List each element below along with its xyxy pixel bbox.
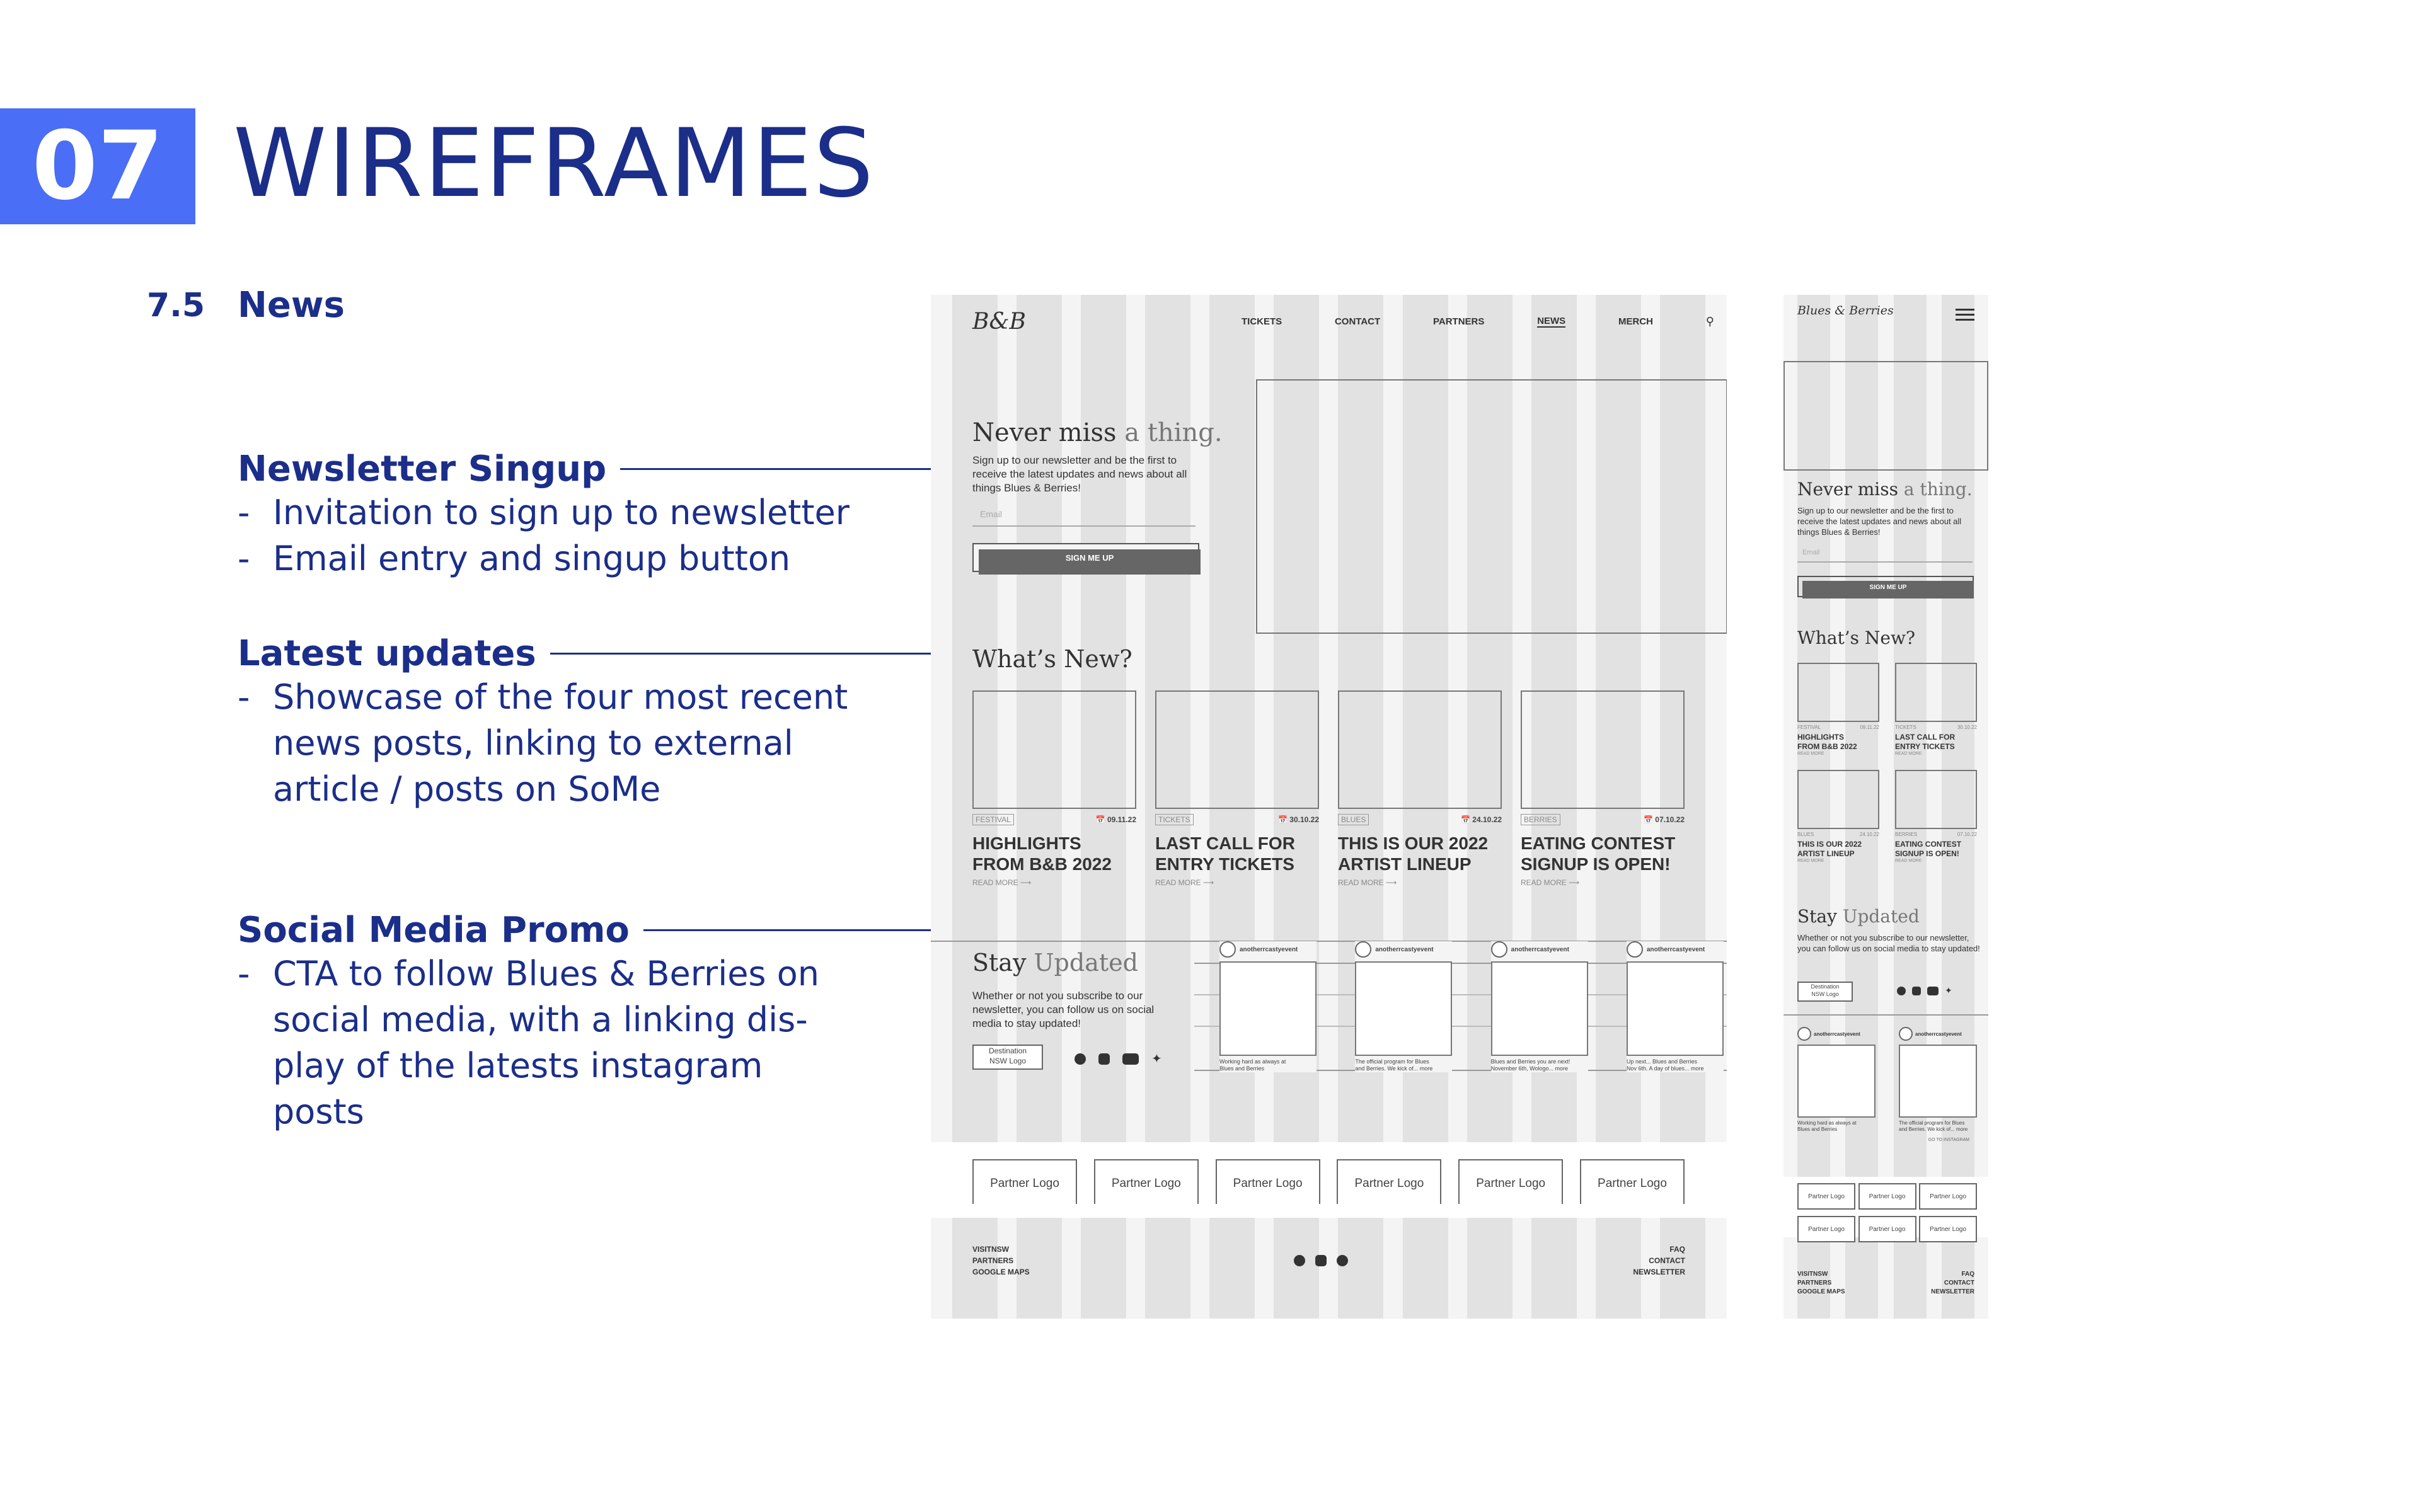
stay-updated-title: [972, 949, 1138, 976]
footer-link[interactable]: PARTNERS: [972, 1256, 1014, 1265]
read-more-link[interactable]: READ MORE: [1797, 752, 1824, 756]
partner-logo[interactable]: Partner Logo: [1858, 1216, 1916, 1242]
footer-link[interactable]: GOOGLE MAPS: [972, 1268, 1030, 1276]
news-title: [1155, 833, 1319, 874]
footer-link[interactable]: NEWSLETTER: [1633, 1268, 1685, 1276]
read-more-label: READ MORE: [1338, 878, 1384, 887]
news-title-line: EATING CONTEST: [1521, 833, 1676, 853]
news-card-image: [1797, 663, 1879, 722]
nav-news[interactable]: NEWS: [1537, 316, 1566, 326]
annotation-bullet-line: article / posts on SoMe: [273, 769, 661, 809]
instagram-caption: [1899, 1120, 1977, 1133]
news-tag: BLUES: [1797, 832, 1814, 837]
footer-link[interactable]: FAQ: [1669, 1245, 1685, 1254]
footer-link[interactable]: CONTACT: [1944, 1280, 1974, 1286]
instagram-image: [1797, 1045, 1876, 1118]
news-tag: BLUES: [1338, 814, 1369, 825]
annotation-connector: [550, 653, 931, 655]
news-title-line: ARTIST LINEUP: [1797, 849, 1855, 858]
footer-link[interactable]: PARTNERS: [1797, 1280, 1832, 1286]
footer-links-right: [1633, 1244, 1685, 1278]
section-number-badge: 07: [0, 108, 195, 224]
newsletter-text: Sign up to our newsletter and be the first to receive the latest updates and news about all things Blues & Berries!: [1797, 506, 1962, 537]
instagram-icon[interactable]: [1098, 1053, 1110, 1065]
news-tag: TICKETS: [1895, 724, 1916, 730]
news-title-line: LAST CALL FOR: [1155, 833, 1295, 853]
instagram-user: anotherrcastyevent: [1375, 946, 1434, 953]
instagram-image: [1627, 961, 1724, 1056]
news-date: 09.11.22: [1860, 724, 1879, 730]
news-tag: FESTIVAL: [1797, 724, 1821, 730]
instagram-caption: [1219, 1058, 1317, 1072]
newsletter-title-b: a thing.: [1124, 418, 1223, 447]
annotation-heading: Latest updates: [238, 633, 536, 674]
newsletter-title-a: Never miss: [1797, 479, 1898, 500]
newsletter-title-b: a thing.: [1903, 479, 1973, 500]
annotation-connector: [620, 468, 931, 470]
instagram-post[interactable]: [1219, 941, 1317, 1072]
instagram-feed: [1797, 1027, 1977, 1133]
caption-line: The official program for Blues: [1899, 1120, 1965, 1126]
youtube-icon[interactable]: [1122, 1053, 1139, 1065]
news-date-value: 07.10.22: [1655, 815, 1685, 824]
mobile-wireframe: [1783, 295, 1988, 1319]
news-title: [1895, 840, 1977, 859]
news-title-line: SIGNUP IS OPEN!: [1895, 849, 1959, 858]
instagram-post[interactable]: [1355, 941, 1452, 1072]
news-title-line: THIS IS OUR 2022: [1797, 840, 1862, 849]
instagram-user: anotherrcastyevent: [1915, 1031, 1962, 1037]
partner-logo[interactable]: Partner Logo: [1919, 1183, 1977, 1210]
news-date: 📅 30.10.22: [1278, 815, 1319, 824]
footer-links-left: [1797, 1270, 1845, 1297]
stay-title-a: Stay: [1797, 906, 1837, 927]
avatar: [1355, 941, 1371, 958]
twitter-icon[interactable]: ✦: [1151, 1052, 1162, 1066]
read-more-label: READ MORE: [1155, 878, 1201, 887]
partner-logo[interactable]: Partner Logo: [1797, 1216, 1855, 1242]
news-card[interactable]: [1797, 663, 1879, 756]
destination-nsw-logo: [1797, 982, 1853, 1002]
news-title-line: ENTRY TICKETS: [1895, 742, 1955, 751]
footer-link[interactable]: VISITNSW: [1797, 1271, 1828, 1278]
caption-line: Working hard as always at: [1219, 1058, 1286, 1065]
instagram-caption: [1627, 1058, 1724, 1072]
footer-social-icons: [1294, 1255, 1348, 1266]
footer-links-left: [972, 1244, 1030, 1278]
caption-line: Working hard as always at: [1797, 1120, 1857, 1126]
desktop-wireframe: [931, 295, 1727, 1319]
news-card-image: [972, 690, 1136, 809]
page-title: WIREFRAMES: [233, 109, 875, 219]
caption-line: and Berries. We kick of... more: [1355, 1065, 1433, 1072]
signup-button[interactable]: [1797, 576, 1974, 597]
instagram-user: anotherrcastyevent: [1646, 946, 1705, 953]
news-title: [1797, 733, 1879, 752]
footer-link[interactable]: CONTACT: [1649, 1256, 1685, 1265]
annotation-bullet: Email entry and singup button: [273, 539, 791, 578]
footer-link[interactable]: FAQ: [1961, 1271, 1974, 1278]
annotation-bullet-line: social media, with a linking dis-: [273, 1000, 808, 1040]
avatar: [1797, 1027, 1811, 1041]
email-field[interactable]: Email: [1797, 549, 1973, 563]
newsletter-title: [1797, 479, 1973, 500]
annotation-connector: [643, 929, 931, 931]
social-icons: [1075, 1051, 1162, 1067]
news-date: 📅 24.10.22: [1461, 815, 1502, 824]
newsletter-title-a: Never miss: [972, 418, 1117, 447]
news-card[interactable]: [1155, 690, 1319, 887]
annotation-bullet-line: play of the latests instagram: [273, 1046, 763, 1085]
instagram-user: anotherrcastyevent: [1814, 1031, 1860, 1037]
stay-title-a: Stay: [972, 949, 1027, 976]
newsletter-text: Sign up to our newsletter and be the first to receive the latest updates and news about all things Blues & Berries!: [972, 454, 1187, 494]
read-more-link[interactable]: READ MORE: [1895, 859, 1922, 863]
instagram-link[interactable]: GO TO INSTAGRAM: [1928, 1138, 1969, 1142]
caption-line: and Berries. We kick of... more: [1899, 1126, 1968, 1132]
instagram-icon[interactable]: [1315, 1255, 1327, 1266]
logo-line: NSW Logo: [1811, 991, 1839, 997]
news-tag: BERRIES: [1521, 814, 1560, 825]
nav-partners[interactable]: PARTNERS: [1432, 316, 1485, 327]
news-date-value: 24.10.22: [1472, 815, 1502, 824]
news-title: [1338, 833, 1502, 874]
instagram-user: anotherrcastyevent: [1511, 946, 1569, 953]
news-card[interactable]: [1895, 770, 1977, 863]
caption-line: Blues and Berries: [1797, 1126, 1838, 1132]
site-logo[interactable]: B&B: [972, 309, 1026, 335]
news-title-line: SIGNUP IS OPEN!: [1521, 854, 1671, 874]
news-tag: TICKETS: [1155, 814, 1194, 825]
news-card[interactable]: [1338, 690, 1502, 887]
news-title-line: ARTIST LINEUP: [1338, 854, 1472, 874]
news-card-image: [1338, 690, 1502, 809]
facebook-icon[interactable]: [1897, 987, 1906, 995]
nav-tickets[interactable]: TICKETS: [1242, 316, 1282, 327]
news-tag: FESTIVAL: [972, 814, 1014, 825]
partner-logo[interactable]: Partner Logo: [1797, 1183, 1855, 1210]
annotation-heading: Social Media Promo: [238, 910, 630, 951]
subsection-title: News: [238, 285, 345, 326]
instagram-post[interactable]: [1899, 1027, 1977, 1133]
annotation-latest-updates: Latest updates - Showcase of the four most recent news posts, linking to external article / posts on SoMe: [238, 633, 931, 812]
footer-link[interactable]: NEWSLETTER: [1931, 1288, 1974, 1295]
partner-logo[interactable]: Partner Logo: [1580, 1159, 1685, 1208]
news-title: [1521, 833, 1685, 874]
caption-line: Nov 6th. A day of blues... more: [1626, 1065, 1704, 1072]
partner-logo[interactable]: Partner Logo: [1919, 1216, 1977, 1242]
news-card[interactable]: [1797, 770, 1879, 863]
stay-updated-text: Whether or not you subscribe to our newsletter, you can follow us on social media to stay updated!: [1797, 933, 1980, 953]
youtube-icon[interactable]: [1927, 987, 1939, 995]
search-icon[interactable]: ⚲: [1705, 315, 1714, 328]
read-more-link[interactable]: READ MORE ⟶: [1338, 878, 1397, 887]
avatar: [1627, 941, 1643, 958]
instagram-feed: [1219, 941, 1724, 1072]
avatar: [1219, 941, 1236, 958]
news-title-line: LAST CALL FOR: [1895, 733, 1956, 742]
nav-contact[interactable]: CONTACT: [1334, 316, 1381, 327]
globe-icon[interactable]: [1337, 1255, 1348, 1266]
stay-updated-text: Whether or not you subscribe to our newsletter, you can follow us on social media to stay updated!: [972, 990, 1155, 1029]
news-card-image: [1155, 690, 1319, 809]
annotation-bullet-line: news posts, linking to external: [273, 723, 793, 763]
instagram-post[interactable]: [1491, 941, 1588, 1072]
news-title: [1797, 840, 1879, 859]
footer-gap: [931, 1204, 1727, 1218]
news-card[interactable]: [1521, 690, 1685, 887]
partner-logos: [972, 1159, 1685, 1208]
hamburger-menu-icon[interactable]: [1956, 309, 1974, 321]
news-title-line: FROM B&B 2022: [972, 854, 1112, 874]
instagram-icon[interactable]: [1912, 987, 1921, 995]
partner-logo[interactable]: Partner Logo: [1216, 1159, 1320, 1208]
footer-link[interactable]: GOOGLE MAPS: [1797, 1288, 1845, 1295]
hero-image-placeholder: [1783, 361, 1988, 471]
destination-nsw-logo: [972, 1045, 1043, 1070]
twitter-icon[interactable]: ✦: [1945, 985, 1952, 995]
avatar: [1491, 941, 1507, 958]
news-date: 📅 07.10.22: [1644, 815, 1685, 824]
social-icons: [1897, 985, 1952, 996]
signup-button-label: SIGN ME UP: [1802, 581, 1974, 598]
read-more-link[interactable]: READ MORE: [1797, 859, 1824, 863]
instagram-caption: [1355, 1058, 1452, 1072]
stay-title-b: Updated: [1842, 906, 1920, 927]
caption-line: The official program for Blues: [1355, 1058, 1429, 1065]
instagram-caption: [1797, 1120, 1876, 1133]
partner-logos: [1797, 1183, 1977, 1242]
logo-line: Destination: [1811, 983, 1840, 990]
read-more-link[interactable]: READ MORE: [1895, 752, 1922, 756]
read-more-link[interactable]: READ MORE ⟶: [972, 878, 1032, 887]
annotation-social-media: Social Media Promo - CTA to follow Blues & Berries on social media, with a linking dis- play of the latests instagram posts: [238, 910, 931, 1135]
stay-updated-title: [1797, 906, 1920, 927]
logo-line: NSW Logo: [989, 1057, 1027, 1065]
partner-logo[interactable]: Partner Logo: [1337, 1159, 1441, 1208]
newsletter-title: [972, 418, 1223, 447]
news-date: 📅 09.11.22: [1095, 815, 1136, 824]
news-title-line: FROM B&B 2022: [1797, 742, 1857, 751]
news-date-value: 09.11.22: [1107, 815, 1136, 824]
news-date: 30.10.22: [1957, 724, 1977, 730]
news-cards: [1797, 663, 1977, 863]
whats-new-title: What’s New?: [1797, 627, 1915, 648]
avatar: [1899, 1027, 1913, 1041]
signup-button-label: SIGN ME UP: [979, 549, 1201, 575]
email-field[interactable]: Email: [972, 509, 1196, 527]
footer-link[interactable]: VISITNSW: [972, 1245, 1010, 1254]
instagram-post[interactable]: [1797, 1027, 1876, 1133]
news-title-line: HIGHLIGHTS: [972, 833, 1081, 853]
annotation-heading: Newsletter Singup: [238, 449, 607, 490]
annotation-bullet-line: Showcase of the four most recent: [273, 677, 848, 717]
instagram-image: [1491, 961, 1588, 1056]
partner-logo[interactable]: Partner Logo: [1458, 1159, 1563, 1208]
hero-image-placeholder: [1256, 379, 1727, 634]
news-card[interactable]: [972, 690, 1136, 887]
caption-line: Blues and Berries you are next!: [1490, 1058, 1570, 1065]
signup-button[interactable]: [972, 543, 1199, 572]
caption-line: November 6th, Wologo... more: [1490, 1065, 1569, 1072]
instagram-post[interactable]: [1627, 941, 1724, 1072]
news-card-image: [1895, 770, 1977, 829]
footer-links-right: [1931, 1270, 1974, 1297]
read-more-label: READ MORE: [1521, 878, 1567, 887]
subsection-number: 7.5: [147, 287, 205, 324]
instagram-image: [1899, 1045, 1977, 1118]
news-date: 07.10.22: [1957, 832, 1977, 837]
news-title: [972, 833, 1136, 874]
news-title-line: HIGHLIGHTS: [1797, 733, 1844, 742]
section-divider: [1783, 1014, 1988, 1016]
stay-title-b: Updated: [1034, 949, 1138, 976]
instagram-image: [1355, 961, 1452, 1056]
news-card-image: [1895, 663, 1977, 722]
news-date: 24.10.22: [1859, 832, 1879, 837]
partner-logo[interactable]: Partner Logo: [972, 1159, 1077, 1208]
news-tag: BERRIES: [1895, 832, 1918, 837]
annotation-bullet-line: CTA to follow Blues & Berries on: [273, 954, 819, 994]
read-more-link[interactable]: READ MORE ⟶: [1155, 878, 1214, 887]
whats-new-title: What’s New?: [972, 645, 1132, 673]
read-more-link[interactable]: READ MORE ⟶: [1521, 878, 1580, 887]
annotation-newsletter: Newsletter Singup - Invitation to sign up to newsletter - Email entry and singup button: [238, 449, 931, 581]
annotation-bullet: Invitation to sign up to newsletter: [273, 493, 850, 532]
facebook-icon[interactable]: [1294, 1255, 1305, 1266]
partner-logo[interactable]: Partner Logo: [1094, 1159, 1199, 1208]
news-cards: [972, 690, 1685, 887]
read-more-label: READ MORE: [972, 878, 1018, 887]
facebook-icon[interactable]: [1075, 1053, 1086, 1065]
news-title-line: THIS IS OUR 2022: [1338, 833, 1489, 853]
news-title-line: ENTRY TICKETS: [1155, 854, 1294, 874]
instagram-image: [1219, 961, 1317, 1056]
news-title-line: EATING CONTEST: [1895, 840, 1962, 849]
news-card[interactable]: [1895, 663, 1977, 756]
partner-logo[interactable]: Partner Logo: [1858, 1183, 1916, 1210]
annotation-bullet-line: posts: [273, 1092, 364, 1131]
nav-merch[interactable]: MERCH: [1618, 316, 1653, 327]
caption-line: Blues and Berries: [1219, 1065, 1265, 1072]
main-nav: [1242, 315, 1714, 328]
news-card-image: [1521, 690, 1685, 809]
caption-line: Up next... Blues and Berries: [1626, 1058, 1698, 1065]
news-date-value: 30.10.22: [1289, 815, 1319, 824]
logo-line: Destination: [988, 1046, 1027, 1055]
news-card-image: [1797, 770, 1879, 829]
instagram-caption: [1491, 1058, 1588, 1072]
instagram-user: anotherrcastyevent: [1240, 946, 1298, 953]
site-logo[interactable]: Blues & Berries: [1797, 304, 1894, 318]
news-title: [1895, 733, 1977, 752]
